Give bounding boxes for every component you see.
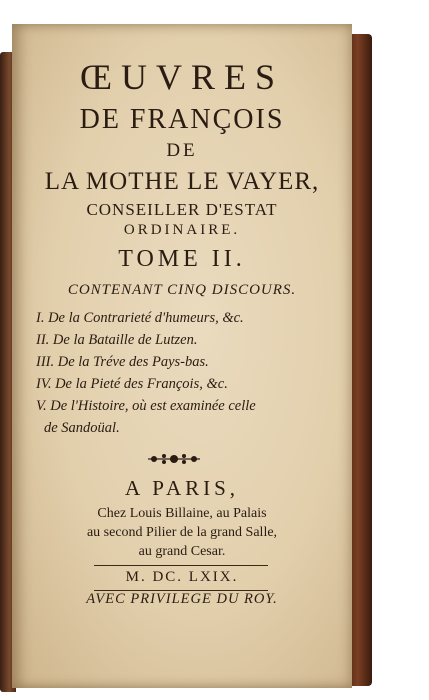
title-de-francois: DE FRANÇOIS (79, 104, 285, 135)
contents-item: de Sandoüal. (44, 420, 120, 436)
contents-heading: CONTENANT CINQ DISCOURS. (67, 282, 297, 298)
ornament-icon (146, 451, 202, 467)
imprint-printer-1: Chez Louis Billaine, au Palais (97, 506, 267, 521)
author-role-2: ORDINAIRE. (123, 222, 241, 238)
imprint-printer-2: au second Pilier de la grand Salle, (86, 525, 278, 540)
title-oeuvres: ŒUVRES (79, 57, 285, 97)
tome-label: TOME II. (118, 246, 246, 272)
divider-rule (94, 565, 268, 566)
book (0, 24, 372, 688)
contents-item: I. De la Contrarieté d'humeurs, &c. (36, 310, 244, 326)
privilege-line: AVEC PRIVILEGE DU ROY. (86, 591, 278, 607)
title-de: DE (166, 140, 198, 161)
imprint-year: M. DC. LXIX. (125, 569, 239, 585)
author-name: LA MOTHE LE VAYER, (44, 168, 320, 195)
author-role-1: CONSEILLER D'ESTAT (86, 200, 278, 219)
contents-item: V. De l'Histoire, où est examinée celle (36, 398, 256, 414)
imprint-city: A PARIS, (124, 476, 240, 500)
contents-item: II. De la Bataille de Lutzen. (36, 332, 198, 348)
title-page (12, 24, 352, 688)
imprint-printer-3: au grand Cesar. (138, 544, 226, 559)
contents-item: III. De la Tréve des Pays-bas. (36, 354, 209, 370)
contents-item: IV. De la Pieté des François, &c. (36, 376, 228, 392)
